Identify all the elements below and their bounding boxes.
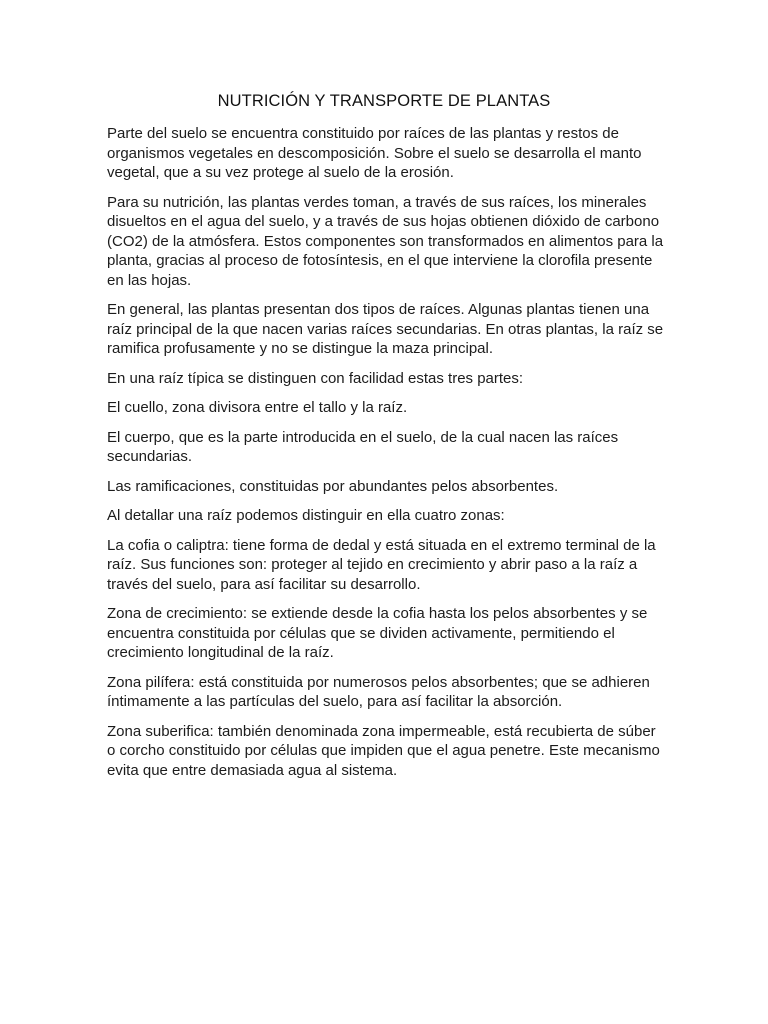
paragraph-zone-suberific: Zona suberifica: también denominada zona impermeable, está recubierta de súber o corcho constituido por células que impiden que el agua penetre. Este mecanismo evita que entre demasiada agua al sistema. — [107, 722, 660, 779]
paragraph-root-neck: El cuello, zona divisora entre el tallo y la raíz. — [107, 399, 408, 416]
paragraph-zone-cap: La cofia o caliptra: tiene forma de dedal y está situada en el extremo terminal de la raíz. Sus funciones son: proteger al tejido en crecimiento y abrir paso a la raíz a través del suelo, para así facilitar su desarrollo. — [107, 536, 656, 593]
paragraph-zone-hair: Zona pilífera: está constituida por numerosos pelos absorbentes; que se adhieren íntimamente a las partículas del suelo, para así facilitar la absorción. — [107, 673, 650, 710]
paragraph-root-zones-intro: Al detallar una raíz podemos distinguir en ella cuatro zonas: — [107, 507, 505, 524]
paragraph-root-body: El cuerpo, que es la parte introducida en el suelo, de la cual nacen las raíces secundarias. — [107, 428, 619, 465]
document-body — [107, 124, 667, 790]
paragraph-root-branches: Las ramificaciones, constituidas por abundantes pelos absorbentes. — [107, 477, 559, 495]
paragraph-zone-growth: Zona de crecimiento: se extiende desde la cofia hasta los pelos absorbentes y se encuentra constituida por células que se dividen activamente, permitiendo el crecimiento longitudinal de la raíz. — [107, 605, 648, 661]
paragraph-nutrition: Para su nutrición, las plantas verdes toman, a través de sus raíces, los minerales disueltos en el agua del suelo, y a través de sus hojas obtienen dióxido de carbono (CO2) de la atmósfera. Estos componentes son transformados en alimentos para la planta, gracias al proceso de fotosíntesis, en el que interviene la clorofila presente en las hojas. — [107, 193, 664, 289]
document-title: NUTRICIÓN Y TRANSPORTE DE PLANTAS — [217, 92, 551, 110]
paragraph-root-parts-intro: En una raíz típica se distinguen con facilidad estas tres partes: — [107, 369, 524, 387]
paragraph-root-types: En general, las plantas presentan dos tipos de raíces. Algunas plantas tienen una raíz principal de la que nacen varias raíces secundarias. En otras plantas, la raíz se ramifica profusamente y no se distingue la maza principal. — [107, 301, 664, 357]
paragraph-intro: Parte del suelo se encuentra constituido por raíces de las plantas y restos de organismos vegetales en descomposición. Sobre el suelo se desarrolla el manto vegetal, que a su vez protege al suelo de la erosión. — [107, 125, 642, 181]
